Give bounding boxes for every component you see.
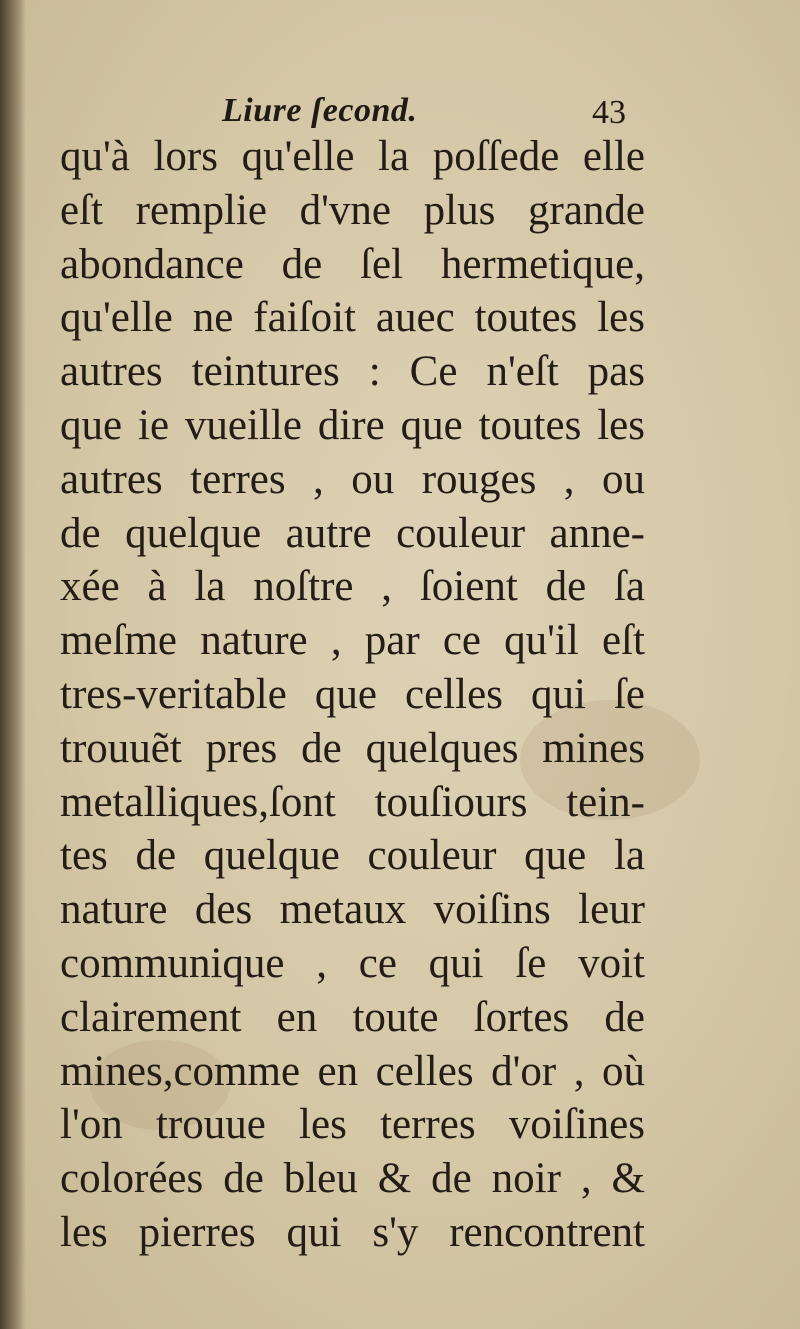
text-line: communique , ce qui ſe voit — [60, 939, 645, 987]
text-line: autres terres , ou rouges , ou — [60, 455, 645, 503]
page-header — [0, 78, 800, 138]
text-line: de quelque autre couleur anne- — [60, 509, 645, 557]
page-number: 43 — [592, 94, 626, 131]
text-line: les pierres qui s'y rencontrent — [60, 1208, 645, 1256]
text-line: metalliques,ſont touſiours tein- — [60, 778, 645, 826]
text-line: tes de quelque couleur que la — [60, 832, 645, 880]
text-line: meſme nature , par ce qu'il eſt — [60, 617, 645, 665]
text-line: qu'à lors qu'elle la poſſede elle — [60, 133, 645, 180]
text-line: trouuẽt pres de quelques mines — [60, 724, 645, 772]
text-line: qu'elle ne faiſoit auec toutes les — [60, 294, 645, 342]
text-line: tres-veritable que celles qui ſe — [60, 670, 645, 718]
text-line: eſt remplie d'vne plus grande — [60, 186, 645, 234]
running-title: Liure ſecond. — [222, 92, 418, 129]
body-text — [60, 130, 645, 1260]
text-line: que ie vueille dire que toutes les — [60, 401, 645, 449]
book-gutter-shadow — [0, 0, 26, 1329]
text-line: l'on trouue les terres voiſines — [60, 1101, 645, 1149]
text-line: clairement en toute ſortes de — [60, 993, 645, 1041]
text-line: colorées de bleu & de noir , & — [60, 1155, 645, 1203]
text-line: mines,comme en celles d'or , où — [60, 1047, 645, 1095]
text-line: autres teintures : Ce n'eſt pas — [60, 348, 645, 396]
text-line: abondance de ſel hermetique, — [60, 240, 645, 288]
text-line: xée à la noſtre , ſoient de ſa — [60, 563, 645, 611]
text-line: nature des metaux voiſins leur — [60, 886, 645, 934]
